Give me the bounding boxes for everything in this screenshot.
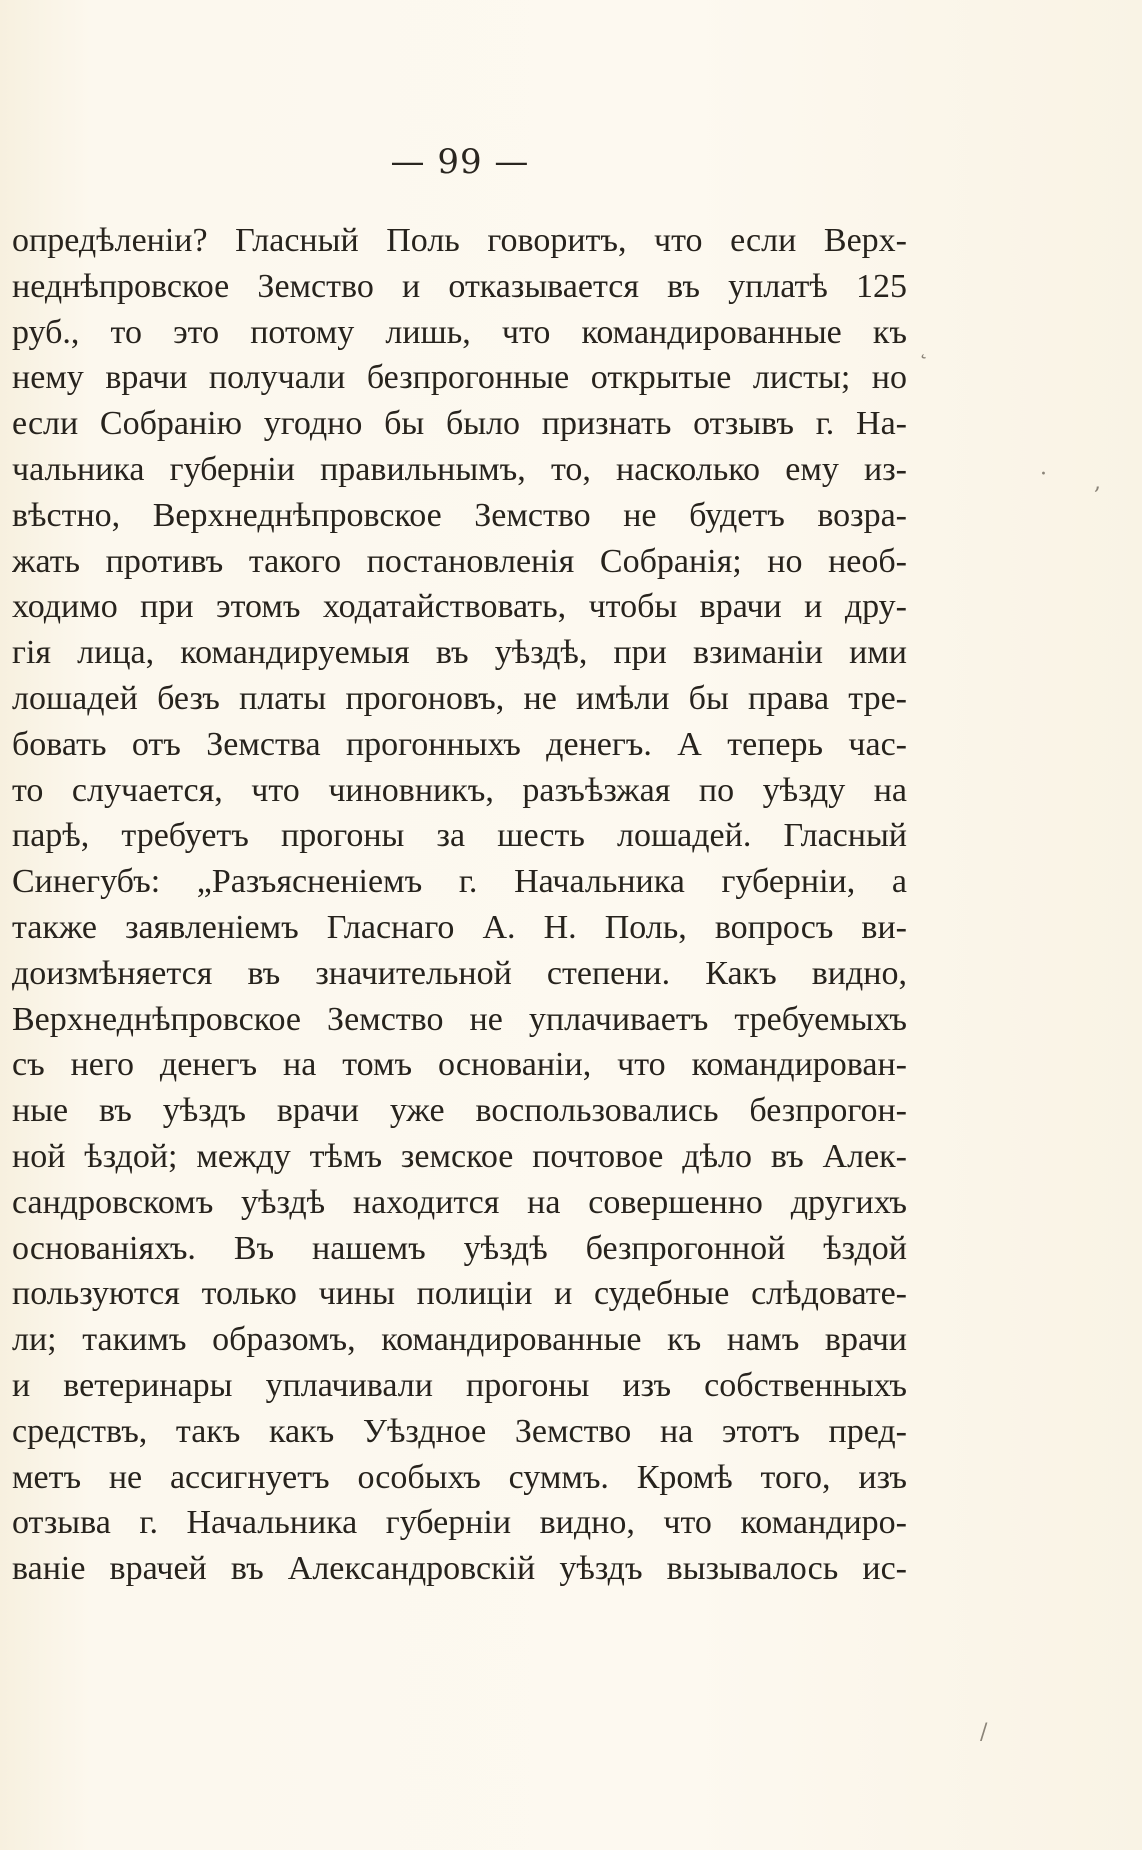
text-line: парѣ, требуетъ прогоны за шесть лошадей. Гласный	[12, 817, 907, 855]
text-line: неднѣпровское Земство и отказывается въ уплатѣ 125	[12, 267, 907, 305]
text-line: пользуются только чины полиціи и судебные слѣдовате-	[12, 1275, 907, 1313]
text-line: доизмѣняется въ значительной степени. Какъ видно,	[12, 954, 907, 992]
text-line: также заявленіемъ Гласнаго А. Н. Поль, вопросъ ви-	[12, 908, 907, 946]
text-line: если Собранію угодно бы было признать отзывъ г. На-	[12, 405, 907, 443]
text-line: ли; такимъ образомъ, командированные къ намъ врачи	[12, 1321, 907, 1359]
text-line: нему врачи получали безпрогонные открытые листы; но	[12, 359, 907, 397]
text-line: Верхнеднѣпровское Земство не уплачиваетъ требуемыхъ	[12, 1000, 907, 1038]
ink-speck: ,	[1094, 470, 1101, 495]
text-line: вѣстно, Верхнеднѣпровское Земство не будетъ возра-	[12, 496, 907, 534]
text-line: съ него денегъ на томъ основаніи, что командирован-	[12, 1046, 907, 1084]
text-line: лошадей безъ платы прогоновъ, не имѣли бы права тре-	[12, 679, 907, 717]
text-line: и ветеринары уплачивали прогоны изъ собственныхъ	[12, 1366, 907, 1404]
text-line: ные въ уѣздъ врачи уже воспользовались безпрогон-	[12, 1092, 907, 1130]
text-line: ходимо при этомъ ходатайствовать, чтобы врачи и дру-	[12, 588, 907, 626]
ink-speck: ·	[1040, 462, 1047, 487]
text-line: руб., то это потому лишь, что командированные къ	[12, 313, 907, 351]
text-line: сандровскомъ уѣздѣ находится на совершенно другихъ	[12, 1183, 907, 1221]
text-line: жать противъ такого постановленія Собранія; но необ-	[12, 542, 907, 580]
text-line: чальника губерніи правильнымъ, то, насколько ему из-	[12, 450, 907, 488]
text-line: опредѣленіи? Гласный Поль говоритъ, что если Верх-	[12, 222, 907, 259]
text-line: то случается, что чиновникъ, разъѣзжая по уѣзду на	[12, 771, 907, 809]
ink-speck: ˛	[918, 335, 929, 360]
text-line: ваніе врачей въ Александровскій уѣздъ вызывалось ис-	[12, 1550, 907, 1588]
page-number: — 99 —	[390, 142, 530, 182]
text-line: гія лица, командируемыя въ уѣздѣ, при взиманіи ими	[12, 634, 907, 672]
text-line: ной ѣздой; между тѣмъ земское почтовое дѣло въ Алек-	[12, 1137, 907, 1175]
text-line: метъ не ассигнуетъ особыхъ суммъ. Кромѣ того, изъ	[12, 1458, 907, 1496]
ink-speck: /	[980, 1720, 988, 1745]
text-line: Синегубъ: „Разъясненіемъ г. Начальника губерніи, а	[12, 863, 907, 901]
text-line: основаніяхъ. Въ нашемъ уѣздѣ безпрогонной ѣздой	[12, 1229, 907, 1267]
text-line: средствъ, такъ какъ Уѣздное Земство на этотъ пред-	[12, 1412, 907, 1450]
text-line: бовать отъ Земства прогонныхъ денегъ. А теперь час-	[12, 725, 907, 763]
text-line: отзыва г. Начальника губерніи видно, что командиро-	[12, 1504, 907, 1542]
body-text	[12, 218, 907, 1592]
